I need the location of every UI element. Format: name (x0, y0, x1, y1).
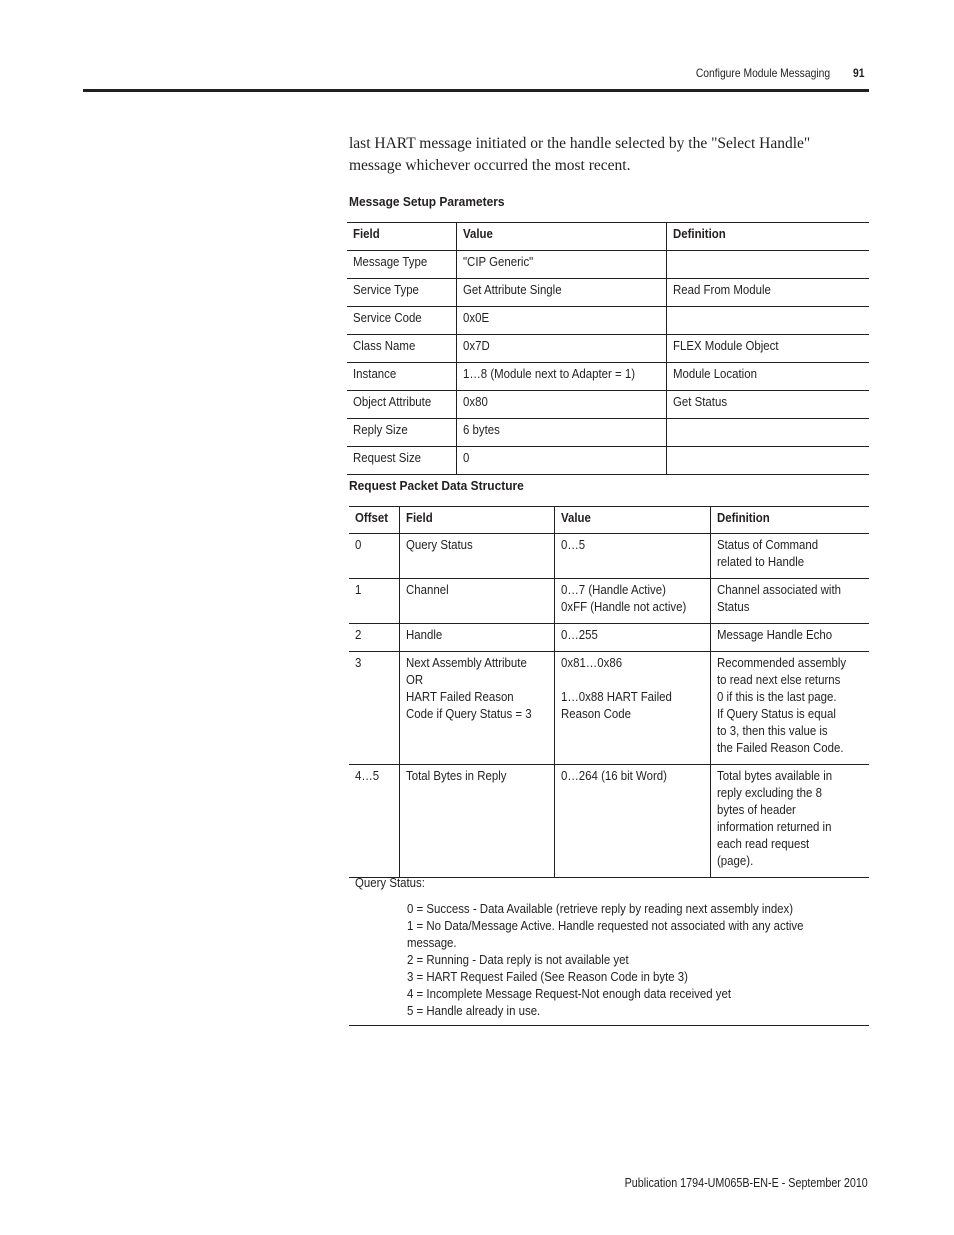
cell-text: Service Code (353, 310, 422, 325)
cell-line: related to Handle (716, 554, 804, 569)
cell-text: Class Name (353, 338, 416, 353)
table-cell (347, 279, 457, 307)
table-cell (555, 534, 710, 579)
table-cell (349, 624, 399, 652)
table-cell (667, 251, 870, 279)
table-cell (347, 363, 457, 391)
table-cell (347, 251, 457, 279)
cell-text: 0x80 (463, 394, 488, 409)
cell-line: 0…7 (Handle Active) (561, 582, 667, 597)
cell-text: Module Location (673, 366, 757, 381)
table-caption-message-setup: Message Setup Parameters (349, 194, 505, 209)
cell-text: 4…5 (355, 768, 380, 783)
table-row (347, 391, 869, 419)
cell-line: 1…0x88 HART Failed (561, 689, 673, 704)
cell-line: Channel associated with (716, 582, 841, 597)
cell-text: Reply Size (353, 422, 408, 437)
query-status-item: 4 = Incomplete Message Request-Not enough data received yet (407, 986, 732, 1001)
table-cell (667, 391, 870, 419)
table-caption-request-packet: Request Packet Data Structure (349, 478, 524, 493)
table-cell (555, 624, 710, 652)
table-cell (457, 279, 667, 307)
cell-text: Get Status (673, 394, 728, 409)
cell-line: each read request (716, 836, 809, 851)
cell-text: 0x7D (463, 338, 490, 353)
query-status-notes (349, 872, 869, 1026)
cell-line: Total bytes available in (716, 768, 832, 783)
cell-line: (page). (716, 853, 753, 868)
table-cell (347, 419, 457, 447)
table-row (349, 652, 869, 765)
column-header (667, 223, 870, 251)
cell-line: 0xFF (Handle not active) (561, 599, 687, 614)
query-status-item: message. (407, 935, 457, 950)
table-cell (555, 579, 710, 624)
query-status-list (407, 900, 877, 1019)
cell-line: information returned in (716, 819, 832, 834)
cell-line: 0 if this is the last page. (716, 689, 837, 704)
table-row (349, 579, 869, 624)
table-cell (399, 534, 555, 579)
table-cell (667, 447, 870, 475)
table-cell (667, 335, 870, 363)
cell-line: 0x81…0x86 (561, 655, 623, 670)
cell-line: 0…255 (561, 627, 599, 642)
table-cell (457, 335, 667, 363)
cell-line: Reason Code (561, 706, 632, 721)
table-cell (457, 307, 667, 335)
table-row (347, 447, 869, 475)
table-cell (347, 447, 457, 475)
header-label: Field (353, 226, 380, 241)
query-status-item: 0 = Success - Data Available (retrieve reply by reading next assembly index) (407, 901, 794, 916)
cell-line: 0…5 (561, 537, 586, 552)
cell-line: the Failed Reason Code. (716, 740, 844, 755)
request-packet-table (349, 506, 869, 878)
cell-text: 1 (355, 582, 362, 597)
cell-text: "CIP Generic" (463, 254, 534, 269)
column-header (555, 507, 710, 534)
table-row (349, 624, 869, 652)
cell-text: 0 (463, 450, 470, 465)
cell-line: Code if Query Status = 3 (405, 706, 532, 721)
table-cell (399, 652, 555, 765)
table-row (347, 307, 869, 335)
publication-footer: Publication 1794-UM065B-EN-E - September 2010 (624, 1176, 868, 1190)
cell-line: to 3, then this value is (716, 723, 828, 738)
cell-text: Service Type (353, 282, 419, 297)
cell-line: HART Failed Reason (405, 689, 514, 704)
table-cell (457, 447, 667, 475)
table-cell (349, 534, 399, 579)
table-row (347, 251, 869, 279)
header-label: Field (405, 510, 433, 525)
intro-line: message whichever occurred the most recent. (349, 156, 631, 174)
cell-text: 2 (355, 627, 362, 642)
table-cell (347, 307, 457, 335)
cell-text: Instance (353, 366, 397, 381)
cell-line: Handle (405, 627, 442, 642)
header-label: Value (463, 226, 493, 241)
query-status-label: Query Status: (355, 875, 425, 890)
cell-line: Recommended assembly (716, 655, 846, 670)
query-status-item: 2 = Running - Data reply is not available yet (407, 952, 629, 967)
cell-text: Object Attribute (353, 394, 432, 409)
cell-text: Request Size (353, 450, 422, 465)
table-row (349, 534, 869, 579)
table-row (347, 419, 869, 447)
table-cell (457, 251, 667, 279)
column-header (347, 223, 457, 251)
cell-line: to read next else returns (716, 672, 841, 687)
cell-line: Total Bytes in Reply (405, 768, 507, 783)
table-cell (349, 652, 399, 765)
cell-line: Channel (405, 582, 449, 597)
table-cell (399, 624, 555, 652)
table-cell (667, 419, 870, 447)
table-cell (555, 652, 710, 765)
cell-line: Status of Command (716, 537, 818, 552)
header-label: Definition (716, 510, 770, 525)
cell-line: OR (405, 672, 423, 687)
query-status-item: 5 = Handle already in use. (407, 1003, 541, 1018)
cell-text: Read From Module (673, 282, 771, 297)
intro-line: last HART message initiated or the handle selected by the "Select Handle" (349, 135, 811, 152)
table-header-row (347, 223, 869, 251)
running-header: Configure Module Messaging (695, 66, 830, 80)
table-cell (347, 335, 457, 363)
intro-paragraph (349, 133, 869, 176)
cell-line: Message Handle Echo (716, 627, 832, 642)
table-cell (349, 765, 399, 878)
cell-line (561, 671, 686, 688)
table-cell (349, 579, 399, 624)
cell-line: If Query Status is equal (716, 706, 836, 721)
header-label: Offset (355, 510, 389, 525)
page-number: 91 (853, 66, 865, 80)
cell-text: 3 (355, 655, 362, 670)
cell-line: reply excluding the 8 (716, 785, 822, 800)
header-label: Value (561, 510, 592, 525)
cell-line: 0…264 (16 bit Word) (561, 768, 668, 783)
table-cell (667, 363, 870, 391)
table-row (349, 765, 869, 878)
table-cell (710, 652, 869, 765)
table-cell (710, 579, 869, 624)
table-cell (555, 765, 710, 878)
header-rule (83, 89, 869, 92)
table-row (347, 335, 869, 363)
table-cell (399, 765, 555, 878)
column-header (457, 223, 667, 251)
table-cell (457, 419, 667, 447)
table-cell (347, 391, 457, 419)
query-status-item: 3 = HART Request Failed (See Reason Code in byte 3) (407, 969, 688, 984)
table-cell (667, 307, 870, 335)
cell-text: 1…8 (Module next to Adapter = 1) (463, 366, 636, 381)
table-row (347, 279, 869, 307)
cell-line: bytes of header (716, 802, 796, 817)
cell-line: Status (716, 599, 750, 614)
table-cell (399, 579, 555, 624)
table-cell (710, 534, 869, 579)
table-header-row (349, 507, 869, 534)
table-cell (710, 765, 869, 878)
table-cell (457, 363, 667, 391)
cell-text: Message Type (353, 254, 428, 269)
cell-line: Next Assembly Attribute (405, 655, 527, 670)
column-header (399, 507, 555, 534)
column-header (349, 507, 399, 534)
cell-text: Get Attribute Single (463, 282, 562, 297)
cell-text: 0 (355, 537, 362, 552)
message-setup-table (347, 222, 869, 475)
header-label: Definition (673, 226, 726, 241)
cell-line: Query Status (405, 537, 473, 552)
table-cell (457, 391, 667, 419)
table-cell (710, 624, 869, 652)
cell-text: 6 bytes (463, 422, 500, 437)
query-status-item: 1 = No Data/Message Active. Handle requested not associated with any active (407, 918, 804, 933)
table-row (347, 363, 869, 391)
table-cell (667, 279, 870, 307)
cell-text: FLEX Module Object (673, 338, 779, 353)
column-header (710, 507, 869, 534)
cell-text: 0x0E (463, 310, 490, 325)
